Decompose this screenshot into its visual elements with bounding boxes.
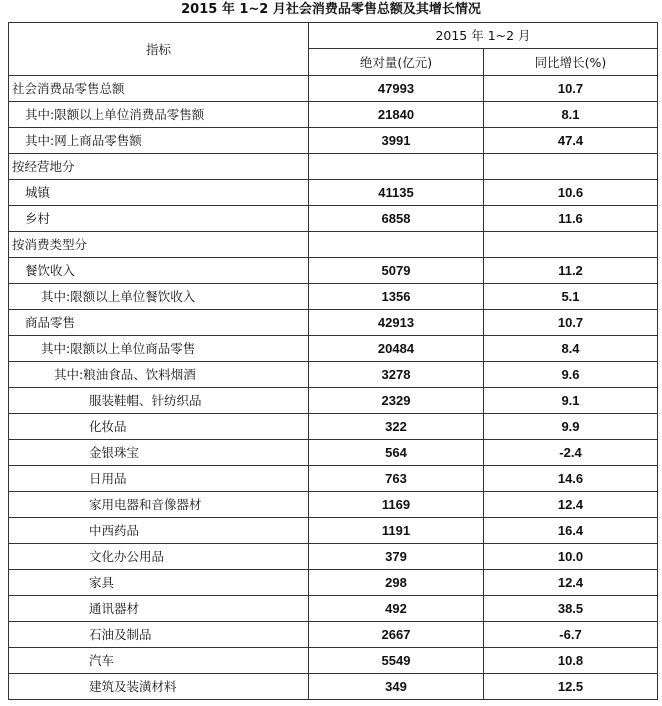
absolute-value-cell: 298 [309, 570, 484, 596]
table-row [9, 180, 658, 206]
indicator-cell: 家用电器和音像器材 [9, 492, 309, 518]
indicator-cell: 乡村 [9, 206, 309, 232]
absolute-value-cell: 349 [309, 674, 484, 700]
absolute-value-cell: 763 [309, 466, 484, 492]
growth-value-cell: 10.6 [484, 180, 658, 206]
absolute-value-cell [309, 232, 484, 258]
growth-value-cell: 12.5 [484, 674, 658, 700]
growth-value-cell: 11.2 [484, 258, 658, 284]
growth-value-cell: 5.1 [484, 284, 658, 310]
indicator-cell: 商品零售 [9, 310, 309, 336]
indicator-cell: 其中:网上商品零售额 [9, 128, 309, 154]
table-row [9, 102, 658, 128]
growth-value-cell: 47.4 [484, 128, 658, 154]
absolute-value-cell: 1169 [309, 492, 484, 518]
indicator-cell: 餐饮收入 [9, 258, 309, 284]
absolute-value-cell: 47993 [309, 76, 484, 102]
indicator-cell: 化妆品 [9, 414, 309, 440]
indicator-cell: 其中:限额以上单位商品零售 [9, 336, 309, 362]
growth-value-cell: 8.1 [484, 102, 658, 128]
table-row [9, 128, 658, 154]
indicator-cell: 按经营地分 [9, 154, 309, 180]
absolute-value-cell: 492 [309, 596, 484, 622]
table-row [9, 154, 658, 180]
indicator-cell: 通讯器材 [9, 596, 309, 622]
indicator-cell: 其中:粮油食品、饮料烟酒 [9, 362, 309, 388]
growth-value-cell: 10.0 [484, 544, 658, 570]
growth-value-cell: 10.8 [484, 648, 658, 674]
indicator-cell: 社会消费品零售总额 [9, 76, 309, 102]
table-row [9, 440, 658, 466]
indicator-cell: 建筑及装潢材料 [9, 674, 309, 700]
absolute-value-cell: 3278 [309, 362, 484, 388]
absolute-value-cell: 20484 [309, 336, 484, 362]
growth-value-cell: 10.7 [484, 310, 658, 336]
indicator-cell: 服装鞋帽、针纺织品 [9, 388, 309, 414]
absolute-value-cell: 2329 [309, 388, 484, 414]
indicator-cell: 文化办公用品 [9, 544, 309, 570]
period-header: 2015 年 1~2 月 [309, 23, 658, 49]
indicator-cell: 石油及制品 [9, 622, 309, 648]
growth-value-cell: 11.6 [484, 206, 658, 232]
table-row [9, 310, 658, 336]
indicator-cell: 中西药品 [9, 518, 309, 544]
absolute-value-cell: 41135 [309, 180, 484, 206]
absolute-value-cell: 322 [309, 414, 484, 440]
table-row [9, 284, 658, 310]
retail-sales-table [8, 22, 658, 700]
table-row [9, 206, 658, 232]
absolute-value-cell: 1356 [309, 284, 484, 310]
growth-value-cell [484, 154, 658, 180]
indicator-cell: 其中:限额以上单位消费品零售额 [9, 102, 309, 128]
growth-value-cell [484, 232, 658, 258]
growth-header: 同比增长(%) [484, 49, 658, 76]
growth-value-cell: 12.4 [484, 492, 658, 518]
growth-value-cell: 38.5 [484, 596, 658, 622]
table-row [9, 466, 658, 492]
table-row [9, 362, 658, 388]
table-row [9, 258, 658, 284]
indicator-cell: 家具 [9, 570, 309, 596]
growth-value-cell: -2.4 [484, 440, 658, 466]
table-row [9, 648, 658, 674]
table-body [9, 76, 658, 700]
growth-value-cell: 14.6 [484, 466, 658, 492]
absolute-value-cell: 564 [309, 440, 484, 466]
indicator-cell: 其中:限额以上单位餐饮收入 [9, 284, 309, 310]
growth-value-cell: 9.6 [484, 362, 658, 388]
table-row [9, 336, 658, 362]
growth-value-cell: -6.7 [484, 622, 658, 648]
absolute-value-cell: 21840 [309, 102, 484, 128]
table-row [9, 76, 658, 102]
table-row [9, 544, 658, 570]
table-row [9, 232, 658, 258]
indicator-header: 指标 [9, 23, 309, 76]
indicator-cell: 城镇 [9, 180, 309, 206]
table-header [9, 23, 658, 76]
absolute-header: 绝对量(亿元) [309, 49, 484, 76]
absolute-value-cell [309, 154, 484, 180]
table-row [9, 596, 658, 622]
table-row [9, 570, 658, 596]
table-row [9, 622, 658, 648]
indicator-cell: 日用品 [9, 466, 309, 492]
page-title: 2015 年 1~2 月社会消费品零售总额及其增长情况 [181, 2, 481, 17]
absolute-value-cell: 6858 [309, 206, 484, 232]
indicator-cell: 金银珠宝 [9, 440, 309, 466]
absolute-value-cell: 1191 [309, 518, 484, 544]
table-row [9, 492, 658, 518]
growth-value-cell: 10.7 [484, 76, 658, 102]
growth-value-cell: 16.4 [484, 518, 658, 544]
absolute-value-cell: 2667 [309, 622, 484, 648]
table-row [9, 518, 658, 544]
absolute-value-cell: 5079 [309, 258, 484, 284]
indicator-cell: 按消费类型分 [9, 232, 309, 258]
table-row [9, 388, 658, 414]
absolute-value-cell: 3991 [309, 128, 484, 154]
absolute-value-cell: 5549 [309, 648, 484, 674]
table-row [9, 414, 658, 440]
growth-value-cell: 12.4 [484, 570, 658, 596]
growth-value-cell: 8.4 [484, 336, 658, 362]
absolute-value-cell: 379 [309, 544, 484, 570]
indicator-cell: 汽车 [9, 648, 309, 674]
absolute-value-cell: 42913 [309, 310, 484, 336]
table-row [9, 674, 658, 700]
growth-value-cell: 9.9 [484, 414, 658, 440]
growth-value-cell: 9.1 [484, 388, 658, 414]
